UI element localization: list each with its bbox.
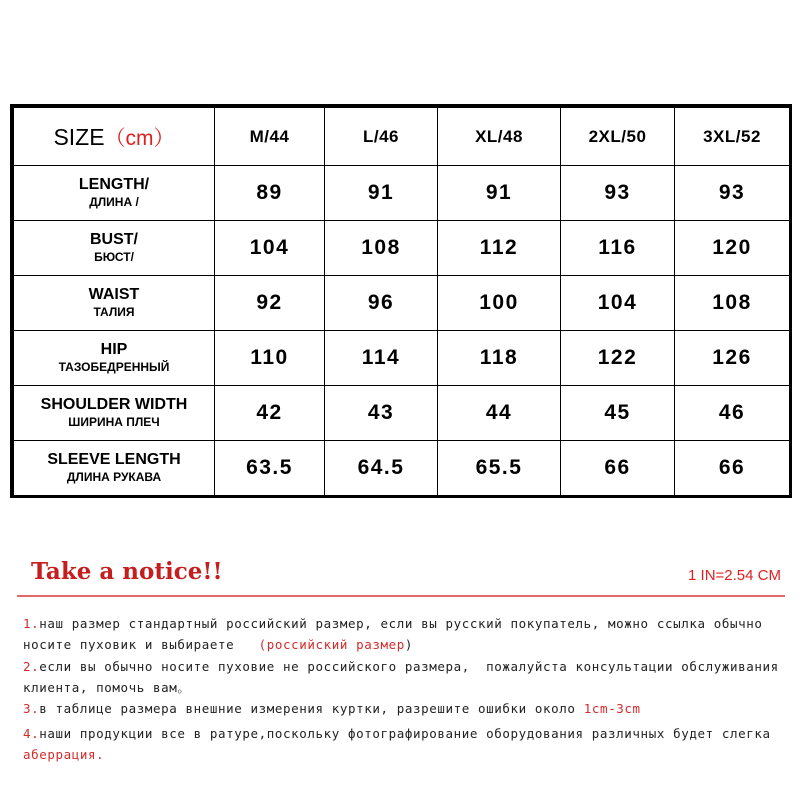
measurement-value: 118 bbox=[438, 331, 561, 386]
measurement-value: 92 bbox=[215, 276, 325, 331]
measurement-value: 104 bbox=[215, 221, 325, 276]
table-row bbox=[14, 221, 790, 276]
measurement-value: 96 bbox=[325, 276, 438, 331]
notice-number: 3. bbox=[23, 701, 40, 716]
table-row bbox=[14, 441, 790, 496]
size-column-header: XL/48 bbox=[438, 108, 561, 166]
notice-item bbox=[23, 656, 793, 698]
measurement-label: LENGTH/ ДЛИНА / bbox=[14, 166, 215, 221]
table-row bbox=[14, 166, 790, 221]
notice-highlight: (российский размер bbox=[258, 637, 405, 652]
notice-text: наши продукции все в ратуре,поскольку фотографирование оборудования различных будет слегка bbox=[39, 726, 771, 741]
measurement-value: 100 bbox=[438, 276, 561, 331]
measurement-value: 65.5 bbox=[438, 441, 561, 496]
notice-item bbox=[23, 613, 793, 655]
measurement-value: 122 bbox=[561, 331, 675, 386]
measurement-value: 93 bbox=[675, 166, 790, 221]
measurement-value: 116 bbox=[561, 221, 675, 276]
size-column-header: 3XL/52 bbox=[675, 108, 790, 166]
measurement-value: 114 bbox=[325, 331, 438, 386]
notice-highlight: 1cm-3cm bbox=[583, 701, 641, 716]
notice-highlight: аберрация. bbox=[23, 747, 105, 762]
measurement-value: 108 bbox=[675, 276, 790, 331]
notice-text-end: ) bbox=[404, 637, 414, 652]
notice-item bbox=[23, 723, 793, 765]
measurement-value: 43 bbox=[325, 386, 438, 441]
measurement-value: 112 bbox=[438, 221, 561, 276]
measurement-label: BUST/ БЮСТ/ bbox=[14, 221, 215, 276]
size-column-header: 2XL/50 bbox=[561, 108, 675, 166]
unit-conversion: 1 IN=2.54 CM bbox=[688, 567, 781, 584]
size-column-header: M/44 bbox=[215, 108, 325, 166]
measurement-value: 126 bbox=[675, 331, 790, 386]
measurement-value: 63.5 bbox=[215, 441, 325, 496]
notice-item bbox=[23, 698, 793, 719]
measurement-value: 108 bbox=[325, 221, 438, 276]
notice-number: 1. bbox=[23, 616, 40, 631]
measurement-value: 66 bbox=[561, 441, 675, 496]
size-header-row bbox=[14, 108, 790, 166]
size-chart-table bbox=[10, 104, 792, 498]
measurement-label: WAIST ТАЛИЯ bbox=[14, 276, 215, 331]
measurement-value: 110 bbox=[215, 331, 325, 386]
table-row bbox=[14, 276, 790, 331]
measurement-value: 44 bbox=[438, 386, 561, 441]
notice-text: наш размер стандартный российский размер, если вы русский покупатель, можно ссылка обычно носите пуховик и выбираете bbox=[23, 616, 763, 652]
measurement-value: 104 bbox=[561, 276, 675, 331]
measurement-value: 45 bbox=[561, 386, 675, 441]
size-unit: （cm） bbox=[104, 126, 175, 150]
measurement-value: 89 bbox=[215, 166, 325, 221]
measurement-value: 91 bbox=[438, 166, 561, 221]
table-row bbox=[14, 386, 790, 441]
notice-number: 4. bbox=[23, 726, 40, 741]
measurement-label: SLEEVE LENGTH ДЛИНА РУКАВА bbox=[14, 441, 215, 496]
measurement-value: 46 bbox=[675, 386, 790, 441]
measurement-value: 64.5 bbox=[325, 441, 438, 496]
table-row bbox=[14, 331, 790, 386]
size-label: SIZE bbox=[53, 123, 105, 150]
measurement-value: 66 bbox=[675, 441, 790, 496]
measurement-value: 93 bbox=[561, 166, 675, 221]
measurement-label: HIP ТАЗОБЕДРЕННЫЙ bbox=[14, 331, 215, 386]
size-column-header: L/46 bbox=[325, 108, 438, 166]
measurement-value: 91 bbox=[325, 166, 438, 221]
notice-text: если вы обычно носите пуховие не российского размера, пожалуйста консультации обслуживания клиента, помочь вам。 bbox=[23, 659, 779, 695]
notice-title: Take a notice!! bbox=[31, 558, 223, 585]
size-header-cell bbox=[14, 108, 215, 166]
notice-number: 2. bbox=[23, 659, 40, 674]
notice-text: в таблице размера внешние измерения куртки, разрешите ошибки около bbox=[39, 701, 584, 716]
measurement-value: 42 bbox=[215, 386, 325, 441]
measurement-value: 120 bbox=[675, 221, 790, 276]
measurement-label: SHOULDER WIDTH ШИРИНА ПЛЕЧ bbox=[14, 386, 215, 441]
notice-divider bbox=[17, 595, 785, 597]
